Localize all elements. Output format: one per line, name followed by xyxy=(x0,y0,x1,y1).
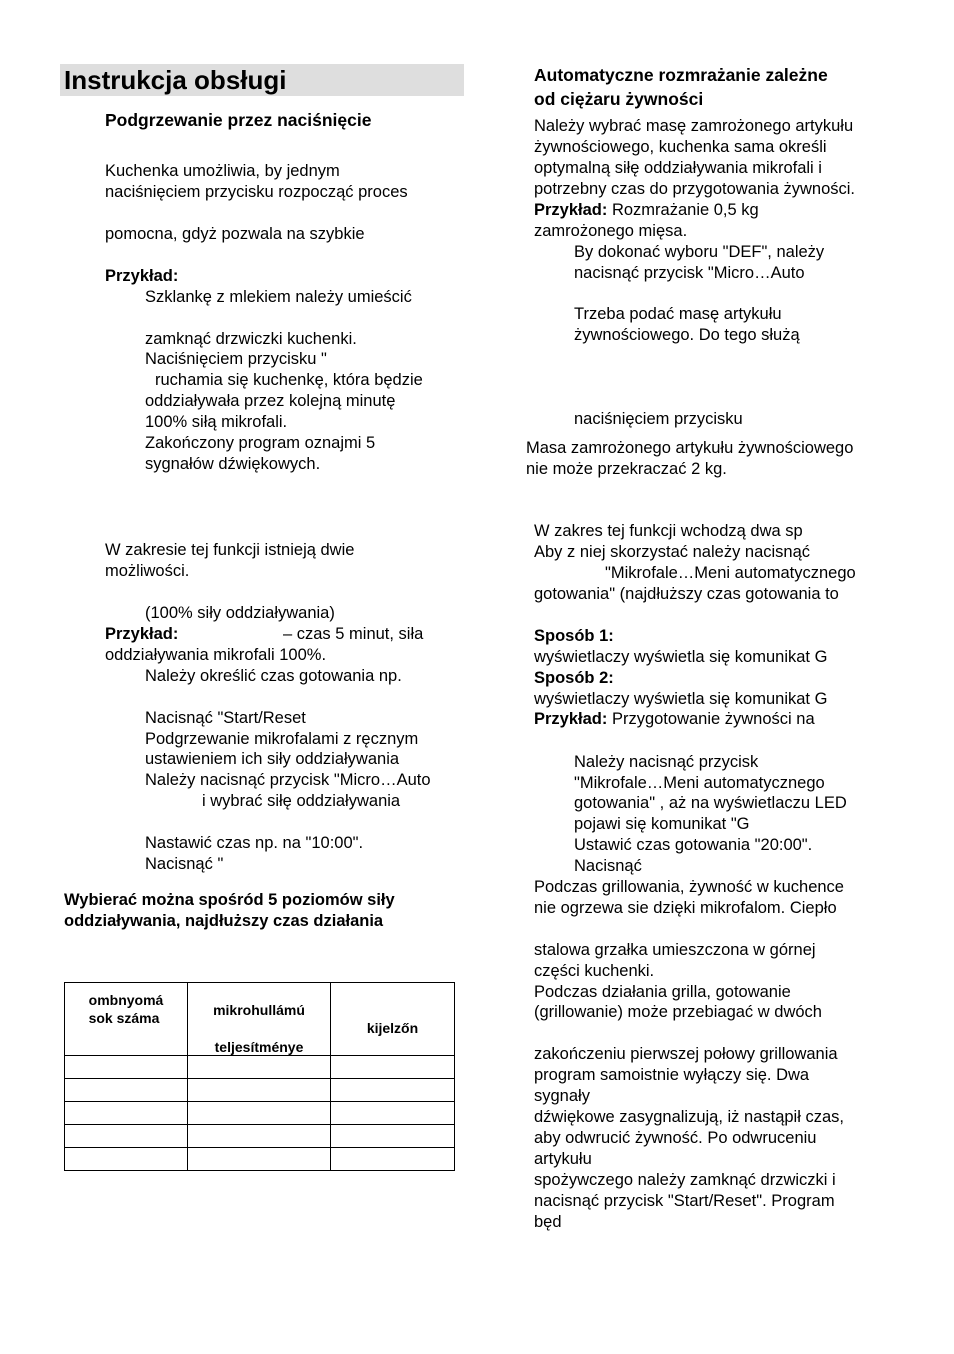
example-line: Przykład: Rozmrażanie 0,5 kg xyxy=(534,201,759,219)
example-line: zamrożonego mięsa. xyxy=(534,222,688,240)
paragraph-line: dźwiękowe zasygnalizują, iż nastąpił czas, xyxy=(534,1108,844,1126)
indent-line: naciśnięciem przycisku xyxy=(574,410,743,428)
example-line: sygnałów dźwiękowych. xyxy=(145,455,321,473)
paragraph-line: spożywczego należy zamknąć drzwiczki i xyxy=(534,1171,836,1189)
indent-line: Należy nacisnąć przycisk xyxy=(574,753,759,771)
paragraph-line: "Mikrofale…Meni automatycznego xyxy=(605,564,856,582)
example-line: 100% siłą mikrofali. xyxy=(145,413,288,431)
step-line: Nastawić czas np. na "10:00". xyxy=(145,834,364,852)
title-bar xyxy=(60,64,464,96)
table-row xyxy=(65,1102,455,1125)
example-line: zamknąć drzwiczki kuchenki. xyxy=(145,330,357,348)
indent-line: Ustawić czas gotowania "20:00". xyxy=(574,836,813,854)
example-line: Szklankę z mlekiem należy umieścić xyxy=(145,288,412,306)
paragraph-line: możliwości. xyxy=(105,562,190,580)
step-line: Podgrzewanie mikrofalami z ręcznym xyxy=(145,730,419,748)
paragraph-line: Aby z niej skorzystać należy nacisnąć xyxy=(534,543,811,561)
example-line: Zakończony program oznajmi 5 xyxy=(145,434,376,452)
paragraph-line: nie ogrzewa sie dzięki mikrofalom. Ciepło xyxy=(534,899,837,917)
table-row xyxy=(65,1148,455,1171)
paragraph-line: program samoistnie wyłączy się. Dwa xyxy=(534,1066,810,1084)
paragraph-line: W zakres tej funkcji wchodzą dwa sp xyxy=(534,522,803,540)
indent-line: "Mikrofale…Meni automatycznego xyxy=(574,774,825,792)
paragraph-line: W zakresie tej funkcji istnieją dwie xyxy=(105,541,355,559)
example-label: Przykład: xyxy=(105,267,179,285)
table-header-cell: mikrohullámú teljesítménye xyxy=(188,983,331,1056)
section-heading-auto-defrost: Automatyczne rozmrażanie zależne xyxy=(534,65,828,85)
paragraph-line: Podczas działania grilla, gotowanie xyxy=(534,983,791,1001)
step-line: i wybrać siłę oddziaływania xyxy=(202,792,401,810)
paragraph-line: zakończeniu pierwszej połowy grillowania xyxy=(534,1045,838,1063)
example2-text: – czas 5 minut, siła xyxy=(283,625,424,643)
paragraph-line: (grillowanie) może przebiagać w dwóch xyxy=(534,1003,822,1021)
step-line: ustawieniem ich siły oddziaływania xyxy=(145,750,400,768)
way2-label: Sposób 2: xyxy=(534,669,614,687)
indent-line: By dokonać wyboru "DEF", należy xyxy=(574,243,825,261)
step-line: Należy określić czas gotowania np. xyxy=(145,667,402,685)
mass-note-line: nie może przekraczać 2 kg. xyxy=(526,460,727,478)
power-level-table xyxy=(64,982,455,1171)
indent-line: pojawi się komunikat "G xyxy=(574,815,750,833)
way1-text: wyświetlaczy wyświetla się komunikat G xyxy=(534,648,828,666)
table-row xyxy=(65,1079,455,1102)
table-row xyxy=(65,1125,455,1148)
table-row xyxy=(65,1056,455,1079)
paragraph-line: Należy wybrać masę zamrożonego artykułu xyxy=(534,117,854,135)
paragraph-line: aby odwrucić żywność. Po odwruceniu xyxy=(534,1129,817,1147)
example2-line: Przykład: Przygotowanie żywności na xyxy=(534,710,815,728)
paragraph-line: potrzebny czas do przygotowania żywności. xyxy=(534,180,855,198)
table-header-cell: ombnyomá sok száma xyxy=(65,983,188,1056)
step-line: Nacisnąć " xyxy=(145,855,224,873)
example-line: Naciśnięciem przycisku " xyxy=(145,350,327,368)
page-title: Instrukcja obsługi xyxy=(64,65,287,95)
mass-note-line: Masa zamrożonego artykułu żywnościowego xyxy=(526,439,854,457)
section-heading-auto-defrost: od ciężaru żywności xyxy=(534,89,704,109)
indent-line: Trzeba podać masę artykułu xyxy=(574,305,782,323)
bold-note-line: oddziaływania, najdłuższy czas działania xyxy=(64,912,384,930)
paragraph-line: stalowa grzałka umieszczona w górnej xyxy=(534,941,816,959)
section-heading-quick-heat: Podgrzewanie przez naciśnięcie xyxy=(105,110,372,130)
paragraph-line: naciśnięciem przycisku rozpocząć proces xyxy=(105,183,408,201)
indent-line: żywnościowego. Do tego służą xyxy=(574,326,800,344)
paragraph-line: optymalną siłę oddziaływania mikrofali i xyxy=(534,159,822,177)
table-header-row xyxy=(65,983,455,1056)
paragraph-line: pomocna, gdyż pozwala na szybkie xyxy=(105,225,365,243)
paragraph-line: artykułu xyxy=(534,1150,592,1168)
paragraph-line: żywnościowego, kuchenka sama określi xyxy=(534,138,827,156)
paragraph-line: sygnały xyxy=(534,1087,590,1105)
indent-line: gotowania" , aż na wyświetlaczu LED xyxy=(574,794,847,812)
example2-label: Przykład: xyxy=(105,625,179,643)
example-line: ruchamia się kuchenkę, która będzie xyxy=(155,371,423,389)
example-line: oddziaływała przez kolejną minutę xyxy=(145,392,396,410)
indent-line: Nacisnąć xyxy=(574,857,642,875)
way2-text: wyświetlaczy wyświetla się komunikat G xyxy=(534,690,828,708)
paragraph-line: Kuchenka umożliwia, by jednym xyxy=(105,162,340,180)
paragraph-line: Podczas grillowania, żywność w kuchence xyxy=(534,878,844,896)
example2-cont: oddziaływania mikrofali 100%. xyxy=(105,646,327,664)
paragraph-line: nacisnąć przycisk "Start/Reset". Program xyxy=(534,1192,835,1210)
table-header-cell: kijelzőn xyxy=(331,983,455,1056)
step-line: Nacisnąć "Start/Reset xyxy=(145,709,306,727)
power-note: (100% siły oddziaływania) xyxy=(145,604,335,622)
way1-label: Sposób 1: xyxy=(534,627,614,645)
bold-note-line: Wybierać można spośród 5 poziomów siły xyxy=(64,891,395,909)
paragraph-line: części kuchenki. xyxy=(534,962,655,980)
paragraph-line: gotowania" (najdłuższy czas gotowania to xyxy=(534,585,839,603)
step-line: Należy nacisnąć przycisk "Micro…Auto xyxy=(145,771,431,789)
paragraph-line: będ xyxy=(534,1213,562,1231)
indent-line: nacisnąć przycisk "Micro…Auto xyxy=(574,264,805,282)
